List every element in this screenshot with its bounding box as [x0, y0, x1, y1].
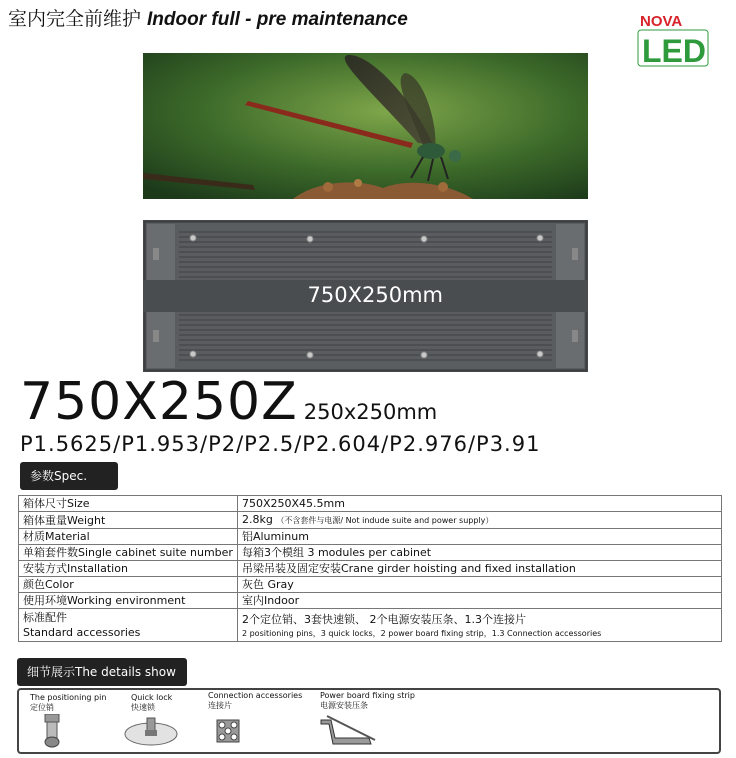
svg-text:NOVA: NOVA	[640, 13, 683, 30]
weight-note: （不含套件与电源/ Not indude suite and power supply）	[276, 516, 494, 525]
spec-key: 箱体尺寸Size	[19, 496, 238, 512]
detail-label-cn: 连接片	[208, 701, 232, 710]
detail-label-cn: 电源安装压条	[320, 701, 368, 710]
weight-value: 2.8kg	[241, 513, 273, 526]
details-panel	[17, 688, 721, 754]
spec-value: 750X250X45.5mm	[237, 496, 721, 512]
connection-plate-icon	[213, 716, 243, 750]
detail-item-quick-lock	[131, 693, 172, 713]
accessories-en: 2 positioning pins，3 quick locks，2 power board fixing strip，1.3 Connection accessories	[241, 628, 602, 638]
pixel-pitch-list: P1.5625/P1.953/P2/P2.5/P2.604/P2.976/P3.91	[20, 432, 541, 456]
spec-row	[19, 593, 722, 609]
positioning-pin-icon	[39, 714, 65, 752]
spec-value: 室内Indoor	[237, 593, 721, 609]
detail-label-en: Quick lock	[131, 693, 173, 702]
fixing-strip-icon	[319, 714, 379, 752]
spec-row	[19, 496, 722, 512]
detail-label-en: The positioning pin	[30, 693, 107, 702]
spec-value: 吊梁吊装及固定安装Crane girder hoisting and fixed installation	[237, 561, 721, 577]
spec-key: 材质Material	[19, 529, 238, 545]
detail-label-en: Connection accessories	[208, 691, 303, 700]
svg-text:LED: LED	[642, 33, 706, 69]
spec-table	[18, 495, 722, 642]
spec-row	[19, 561, 722, 577]
spec-key: 单箱套件数Single cabinet suite number	[19, 545, 238, 561]
page-title	[8, 4, 408, 31]
cabinet-size-label: 750X250mm	[307, 283, 443, 307]
detail-item-connection-accessories	[208, 691, 302, 711]
spec-value: 每箱3个模组 3 modules per cabinet	[237, 545, 721, 561]
spec-value	[237, 609, 721, 642]
detail-label-en: Power board fixing strip	[320, 691, 415, 700]
model-name: 750X250Z	[20, 372, 298, 432]
model-heading	[20, 372, 437, 432]
detail-label-cn: 定位销	[30, 703, 54, 712]
spec-row	[19, 512, 722, 529]
spec-value	[237, 512, 721, 529]
spec-key: 箱体重量Weight	[19, 512, 238, 529]
details-section-label: 细节展示The details show	[17, 658, 187, 686]
spec-key	[19, 609, 238, 642]
dragonfly-photo	[143, 53, 588, 199]
spec-key: 颜色Color	[19, 577, 238, 593]
quick-lock-icon	[123, 716, 179, 752]
detail-label-cn: 快速锁	[131, 703, 155, 712]
spec-key-cn: 标准配件	[23, 611, 67, 624]
spec-row	[19, 545, 722, 561]
spec-key-en: Standard accessories	[23, 626, 141, 639]
spec-row	[19, 529, 722, 545]
accessories-cn: 2个定位销、3套快速锁、 2个电源安装压条、1.3个连接片	[241, 612, 526, 626]
module-size: 250x250mm	[303, 400, 438, 424]
nova-led-logo	[636, 10, 714, 70]
spec-section-label: 参数Spec.	[20, 462, 118, 490]
spec-value: 灰色 Gray	[237, 577, 721, 593]
spec-value: 铝Aluminum	[237, 529, 721, 545]
detail-item-fixing-strip	[320, 691, 415, 711]
spec-key: 使用环境Working environment	[19, 593, 238, 609]
detail-item-positioning-pin	[30, 693, 106, 713]
spec-row	[19, 577, 722, 593]
spec-key: 安装方式Installation	[19, 561, 238, 577]
title-chinese: 室内完全前维护	[8, 8, 142, 30]
spec-row	[19, 609, 722, 642]
title-english: Indoor full - pre maintenance	[147, 9, 408, 30]
